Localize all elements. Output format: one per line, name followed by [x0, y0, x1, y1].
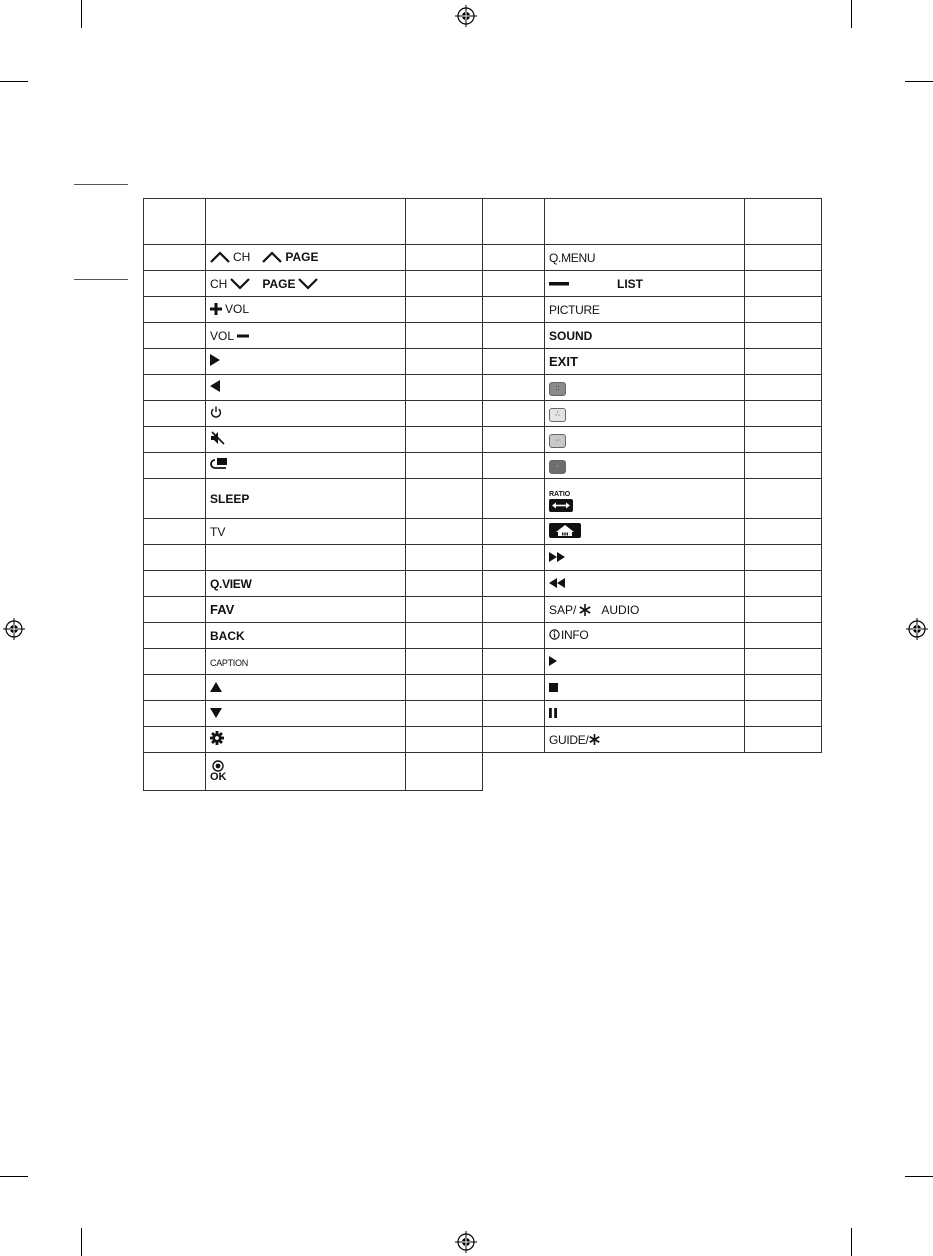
table-row: [144, 427, 822, 453]
key-cell: [545, 545, 745, 571]
stop-icon: [549, 683, 558, 692]
chevron-down-icon: [230, 278, 250, 290]
registration-mark-icon: [906, 618, 928, 640]
key-cell: [545, 297, 745, 323]
header-cell: [545, 199, 745, 245]
triangle-right-icon: [210, 354, 220, 366]
key-label: FAV: [210, 602, 235, 617]
table-row: [144, 323, 822, 349]
key-cell: [545, 701, 745, 727]
info-icon: [549, 629, 560, 640]
table-row: [144, 453, 822, 479]
key-label: CH: [210, 276, 228, 291]
sidebar-rule: [74, 279, 128, 280]
key-cell: [545, 675, 745, 701]
key-cell: [206, 623, 406, 649]
key-label: AUDIO: [601, 602, 640, 617]
key-label: LIST: [617, 277, 643, 291]
yellow-key-icon: ··: [549, 434, 566, 448]
table-row: [144, 375, 822, 401]
key-cell: [206, 545, 406, 571]
header-cell: [483, 199, 545, 245]
asterisk-icon: [579, 604, 591, 616]
mute-icon: [210, 431, 226, 445]
key-cell: [206, 701, 406, 727]
table-row: [144, 545, 822, 571]
crop-mark: [0, 81, 28, 82]
remote-key-table: [143, 198, 822, 791]
key-cell: [545, 401, 745, 427]
chevron-up-icon: [210, 251, 230, 263]
table-row: [144, 271, 822, 297]
chevron-up-icon: [262, 251, 282, 263]
key-label: RATIO: [549, 491, 571, 498]
ratio-icon: [549, 499, 573, 512]
crop-mark: [905, 1176, 933, 1177]
table-row: [144, 519, 822, 545]
key-cell: [206, 427, 406, 453]
key-cell: [545, 349, 745, 375]
input-icon: [210, 457, 228, 471]
power-icon: [210, 406, 222, 418]
crop-mark: [81, 0, 82, 28]
table-row: [144, 349, 822, 375]
key-label: PICTURE: [549, 302, 600, 317]
header-cell: [144, 199, 206, 245]
up-arrow-icon: [210, 682, 222, 692]
crop-mark: [851, 0, 852, 28]
key-label: SAP/: [549, 602, 577, 617]
table-row: [144, 479, 822, 519]
plus-icon: [210, 303, 222, 315]
key-label: PAGE: [262, 276, 296, 291]
key-cell: [206, 571, 406, 597]
crop-mark: [0, 1176, 28, 1177]
registration-mark-icon: [455, 5, 477, 27]
crop-mark: [905, 81, 933, 82]
settings-gear-icon: [210, 731, 224, 745]
key-cell: [545, 245, 745, 271]
key-cell: [206, 479, 406, 519]
registration-mark-icon: [455, 1231, 477, 1253]
key-label: TV: [210, 524, 226, 539]
key-label: VOL: [210, 328, 235, 343]
key-cell: [206, 297, 406, 323]
key-cell: [206, 245, 406, 271]
key-cell: [206, 753, 406, 791]
triangle-left-icon: [210, 380, 220, 392]
key-cell: [206, 323, 406, 349]
pause-icon: [549, 708, 557, 718]
key-cell: [545, 375, 745, 401]
key-label: GUIDE/: [549, 732, 589, 747]
key-cell: [206, 597, 406, 623]
table-row: [144, 649, 822, 675]
registration-mark-icon: [3, 618, 25, 640]
key-cell: [545, 427, 745, 453]
table-header-row: [144, 199, 822, 245]
table-row: [144, 245, 822, 271]
key-cell: [206, 271, 406, 297]
key-cell: [545, 649, 745, 675]
chevron-down-icon: [298, 278, 318, 290]
key-cell: [206, 649, 406, 675]
key-cell: [545, 623, 745, 649]
key-label: INFO: [561, 627, 589, 642]
asterisk-icon: [589, 734, 600, 745]
crop-mark: [81, 1228, 82, 1256]
key-label: Q.MENU: [549, 250, 596, 265]
header-cell: [745, 199, 822, 245]
table-row: [144, 701, 822, 727]
blue-key-icon: ·: [549, 460, 566, 474]
key-cell: [206, 519, 406, 545]
key-cell: [206, 375, 406, 401]
key-cell: [545, 727, 745, 753]
rewind-icon: [549, 578, 565, 588]
key-cell: [206, 349, 406, 375]
green-key-icon: ∴: [549, 408, 566, 422]
red-key-icon: ::: [549, 382, 566, 396]
key-cell: [545, 271, 745, 297]
key-label: EXIT: [549, 354, 578, 369]
table-row: [144, 623, 822, 649]
header-cell: [406, 199, 483, 245]
key-cell: [545, 453, 745, 479]
key-cell: [545, 571, 745, 597]
home-icon: [549, 523, 581, 538]
key-label: PAGE: [285, 249, 319, 264]
table-row: [144, 675, 822, 701]
down-arrow-icon: [210, 708, 222, 718]
minus-icon: [549, 281, 569, 287]
play-icon: [549, 656, 557, 666]
sidebar-rule: [74, 184, 128, 185]
table-row: [144, 571, 822, 597]
key-label: BACK: [210, 628, 245, 643]
key-cell: [545, 597, 745, 623]
table-row: [144, 401, 822, 427]
key-cell: [206, 675, 406, 701]
minus-icon: [237, 330, 249, 342]
key-label: Q.VIEW: [210, 576, 252, 591]
key-cell: [206, 727, 406, 753]
key-label: CAPTION: [210, 657, 248, 668]
table-row: [144, 597, 822, 623]
header-cell: [206, 199, 406, 245]
key-cell: [206, 453, 406, 479]
key-label: CH: [233, 249, 251, 264]
key-label: SOUND: [549, 328, 593, 343]
fast-forward-icon: [549, 552, 565, 562]
key-cell: [545, 479, 745, 519]
key-label: VOL: [225, 301, 250, 316]
crop-mark: [851, 1228, 852, 1256]
table-row: [144, 753, 822, 791]
key-cell: [545, 323, 745, 349]
key-cell: [206, 401, 406, 427]
key-cell: [545, 519, 745, 545]
table-row: [144, 297, 822, 323]
table-row: [144, 727, 822, 753]
key-label: SLEEP: [210, 491, 250, 506]
key-label: OK: [210, 771, 227, 783]
